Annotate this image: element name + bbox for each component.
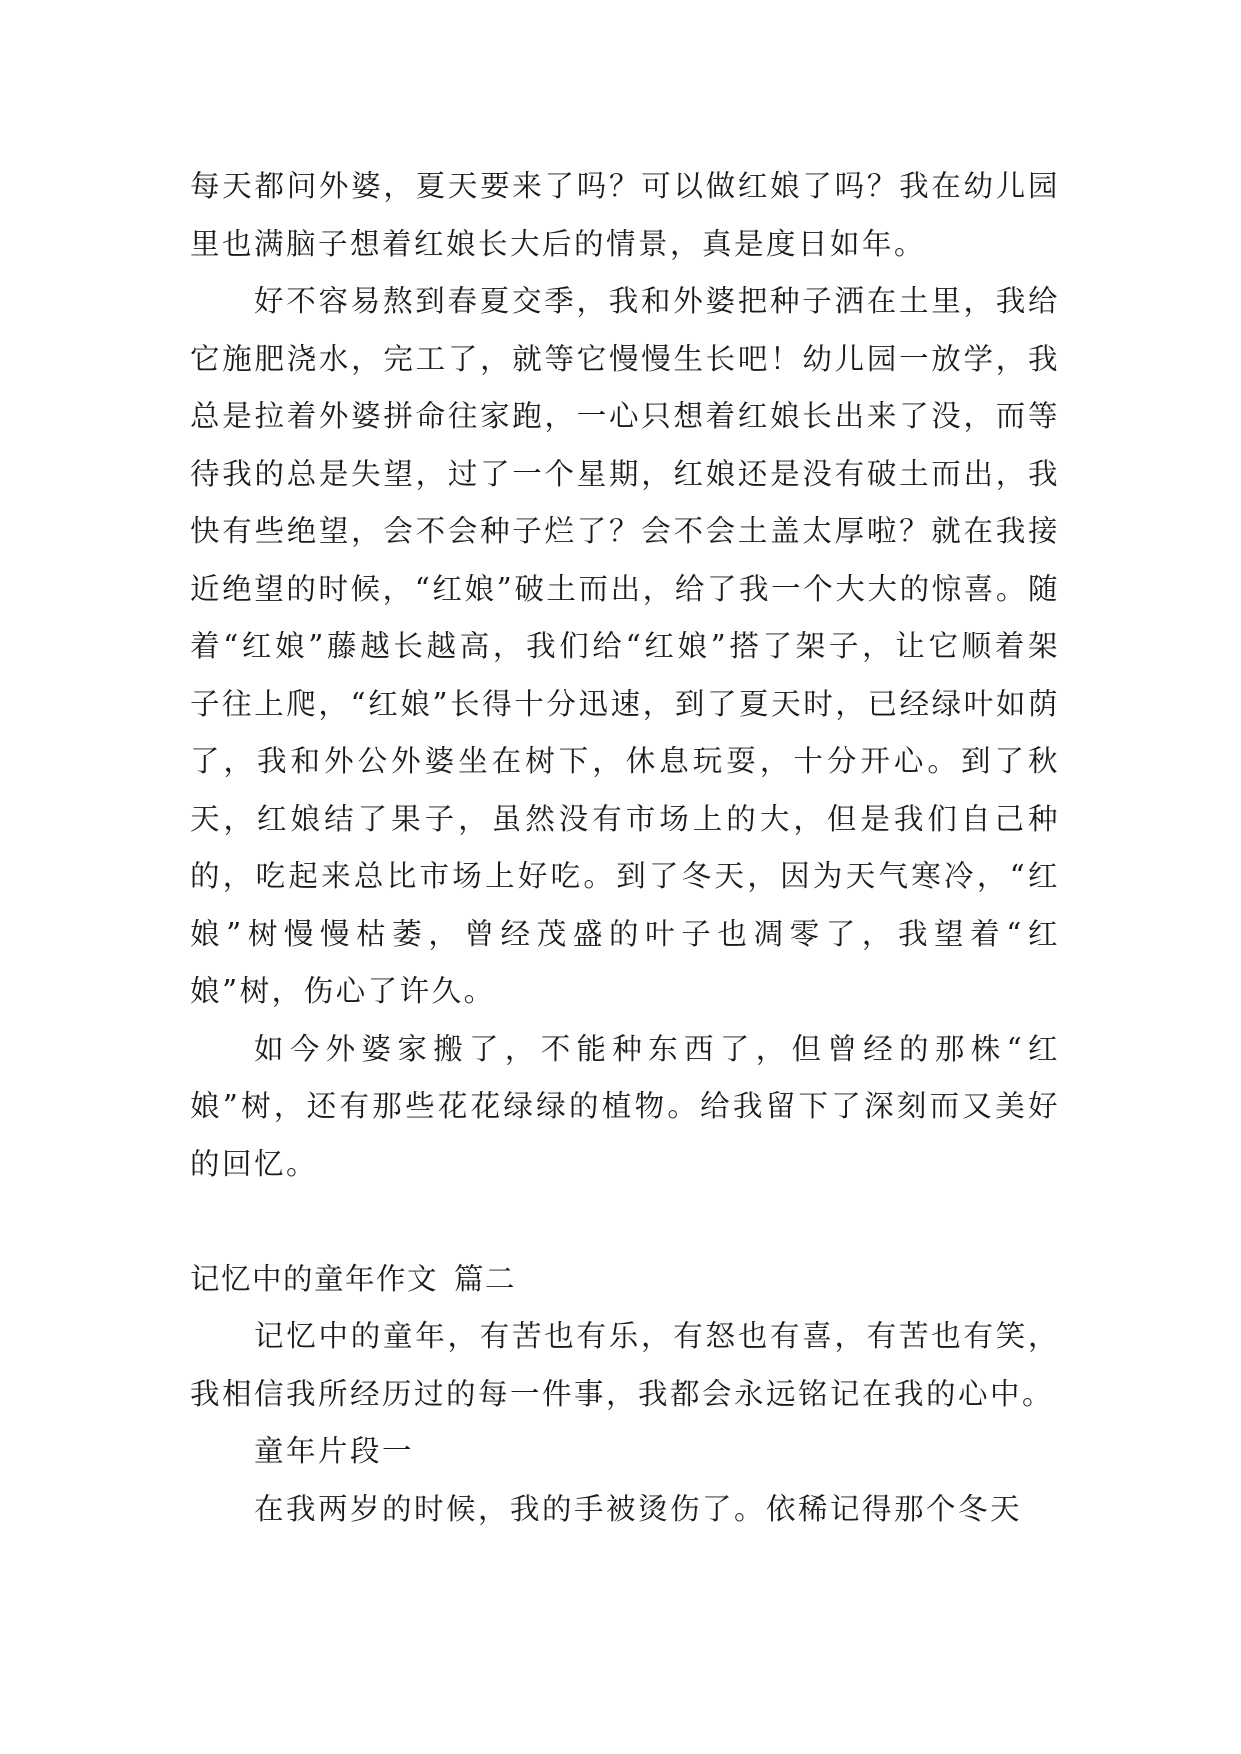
section-heading	[190, 1251, 1060, 1309]
paragraph-2: 好不容易熬到春夏交季，我和外婆把种子洒在土里，我给它施肥浇水，完工了，就等它慢慢生长吧！幼儿园一放学，我总是拉着外婆拼命往家跑，一心只想着红娘长出来了没，而等待我的总是失望，过了一个星期，红娘还是没有破土而出，我快有些绝望，会不会种子烂了？会不会土盖太厚啦？就在我接近绝望的时候，“红娘”破土而出，给了我一个大大的惊喜。随着“红娘”藤越长越高，我们给“红娘”搭了架子，让它顺着架子往上爬，“红娘”长得十分迅速，到了夏天时，已经绿叶如荫了，我和外公外婆坐在树下，休息玩耍，十分开心。到了秋天，红娘结了果子，虽然没有市场上的大，但是我们自己种的，吃起来总比市场上好吃。到了冬天，因为天气寒冷，“红娘”树慢慢枯萎，曾经茂盛的叶子也凋零了，我望着“红娘”树，伤心了许久。	[190, 284, 1060, 1008]
paragraph-1: 每天都问外婆，夏天要来了吗？可以做红娘了吗？我在幼儿园里也满脑子想着红娘长大后的情景，真是度日如年。	[190, 169, 1060, 261]
section-title: 记忆中的童年作文	[190, 1261, 439, 1296]
document-body	[190, 158, 1060, 1538]
paragraph-5: 童年片段一	[254, 1434, 415, 1468]
section-subtitle: 篇二	[454, 1261, 517, 1296]
paragraph-3: 如今外婆家搬了，不能种东西了，但曾经的那株“红娘”树，还有那些花花绿绿的植物。给我留下了深刻而又美好的回忆。	[190, 1031, 1060, 1181]
paragraph-6: 在我两岁的时候，我的手被烫伤了。依稀记得那个冬天	[254, 1491, 1023, 1526]
section-spacer	[190, 1193, 1060, 1251]
paragraph-4: 记忆中的童年，有苦也有乐，有怒也有喜，有苦也有笑，我相信我所经历过的每一件事，我都会永远铭记在我的心中。	[190, 1319, 1060, 1411]
